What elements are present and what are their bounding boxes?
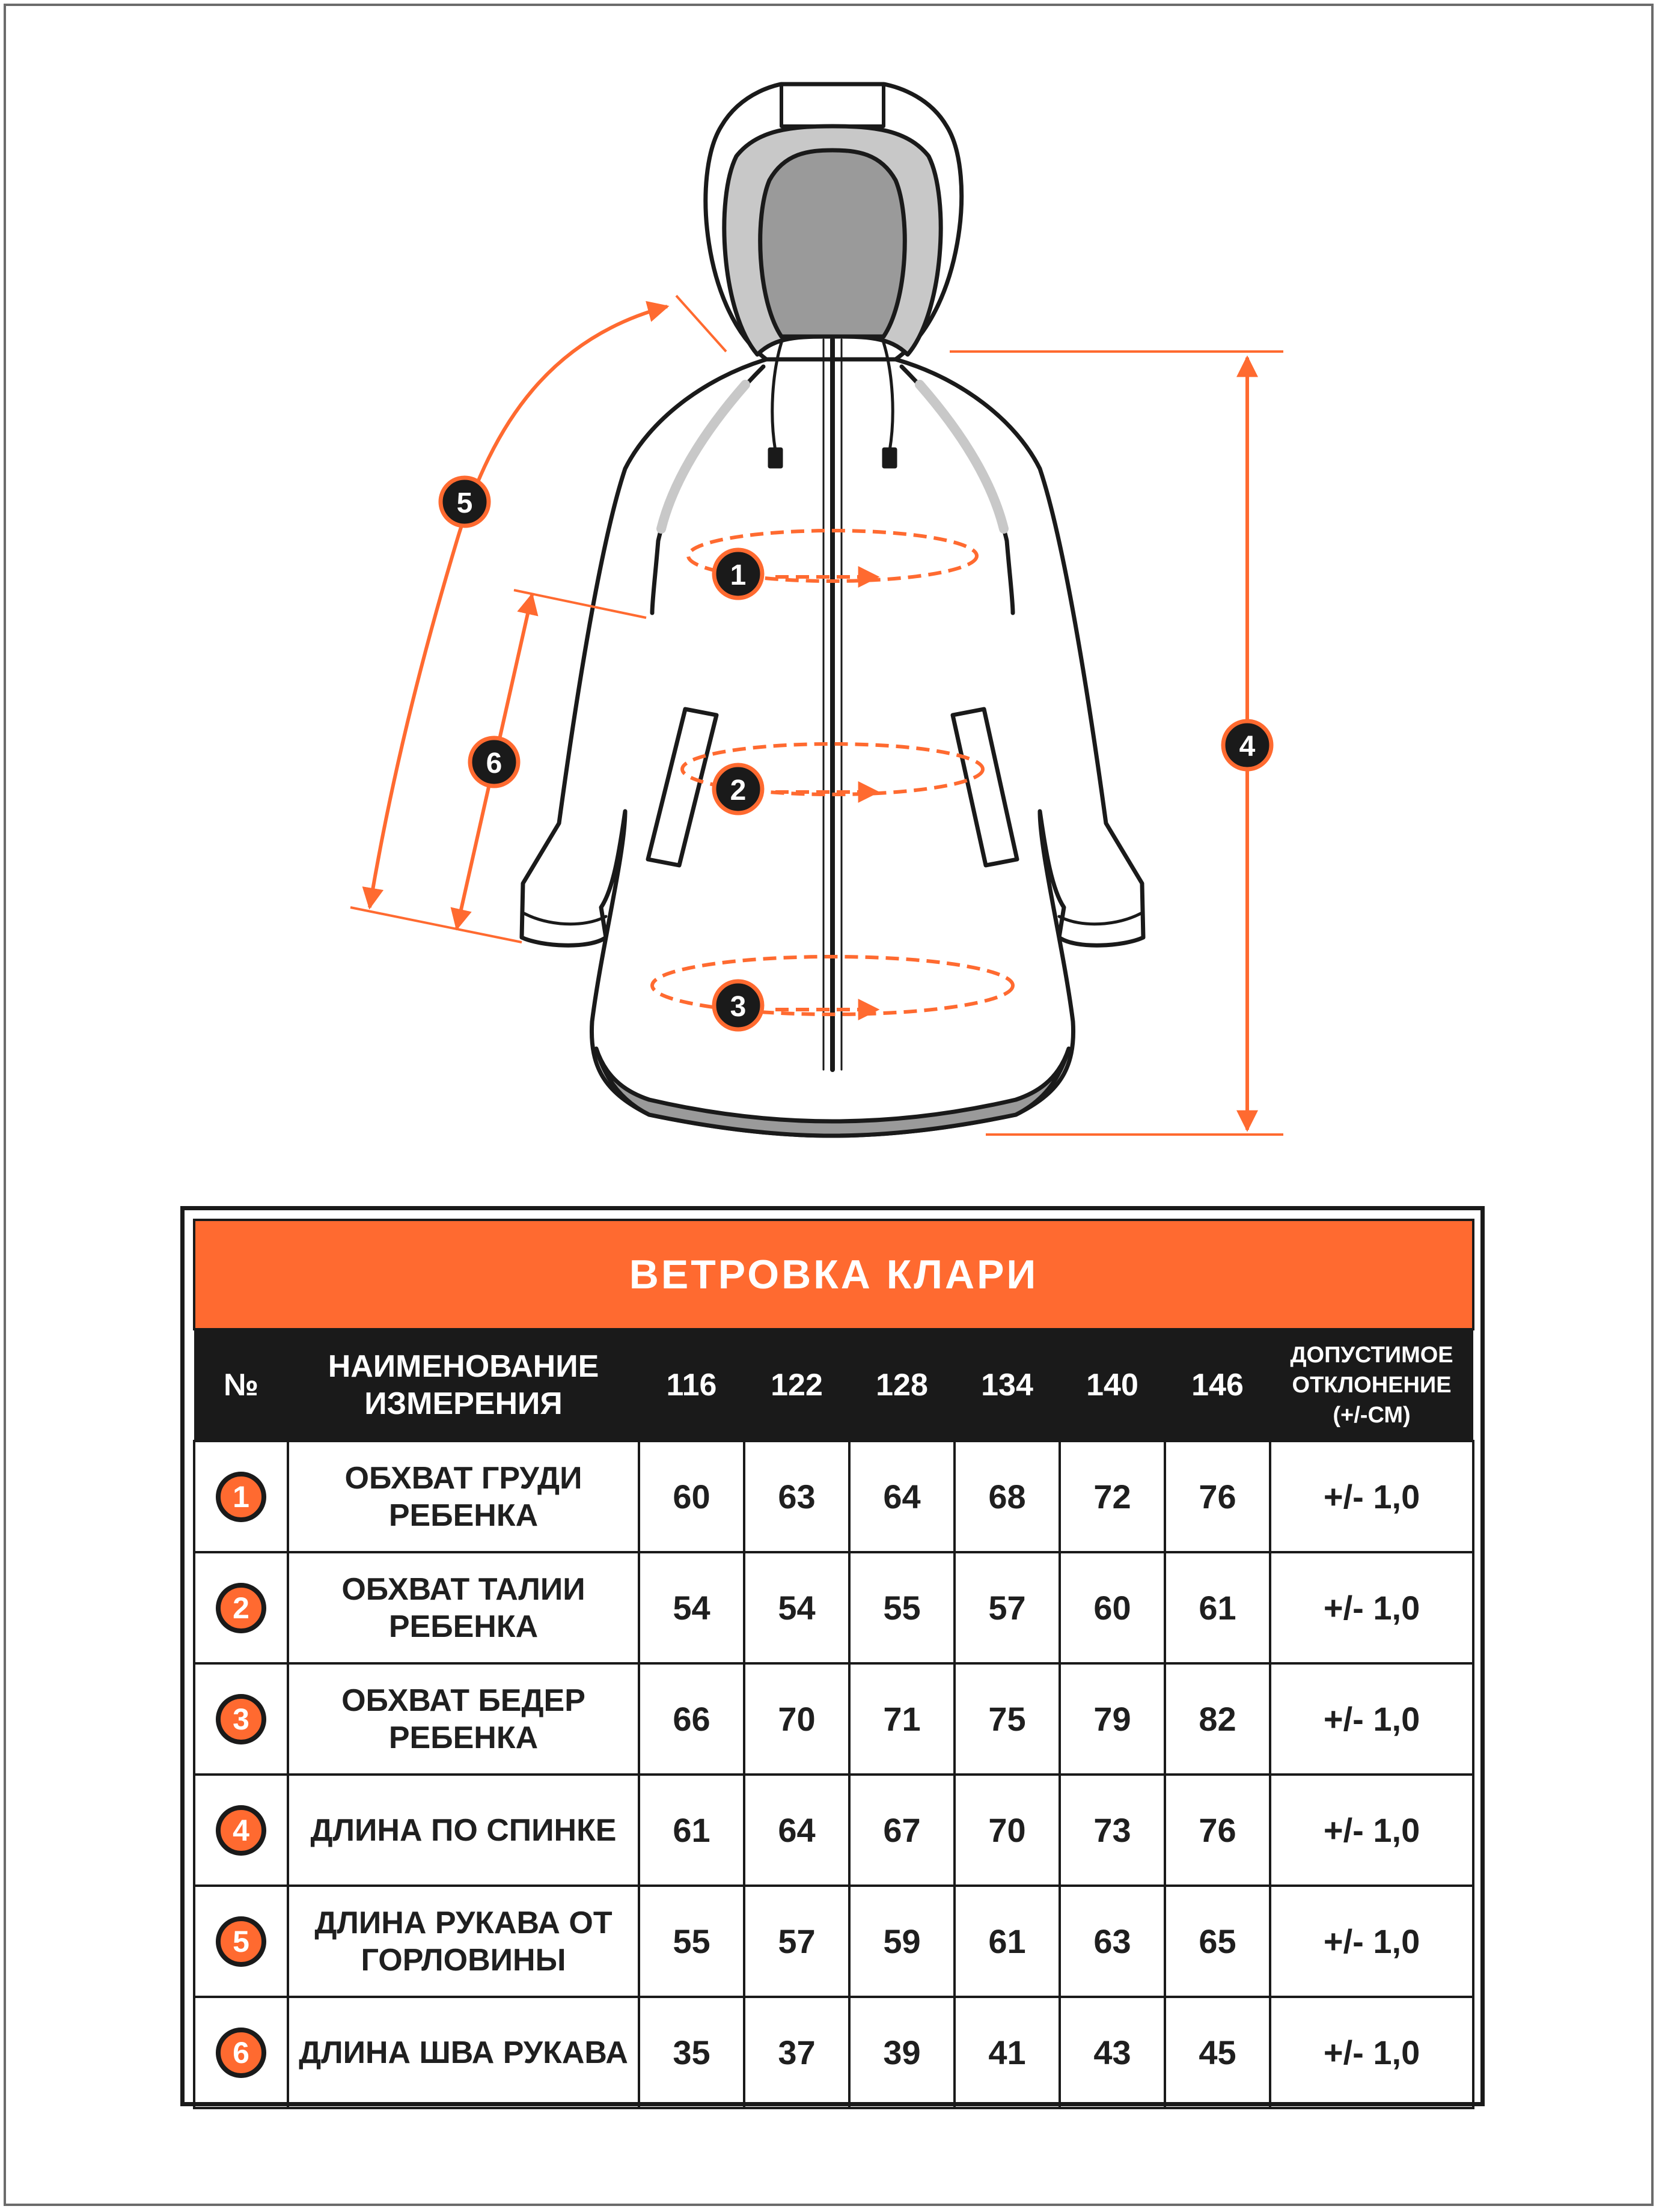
header-size: 122 <box>744 1329 849 1441</box>
tolerance-cell: +/- 1,0 <box>1270 1441 1473 1552</box>
size-table <box>193 1219 1474 2109</box>
measure-name: ДЛИНА РУКАВА ОТ ГОРЛОВИНЫ <box>288 1886 639 1997</box>
tolerance-cell: +/- 1,0 <box>1270 1997 1473 2108</box>
table-cell: 76 <box>1165 1441 1270 1552</box>
svg-text:3: 3 <box>730 991 747 1023</box>
row-number <box>194 1552 288 1663</box>
table-cell: 61 <box>1165 1552 1270 1663</box>
table-cell: 76 <box>1165 1775 1270 1886</box>
table-cell: 60 <box>1060 1552 1165 1663</box>
row-number <box>194 1663 288 1775</box>
table-cell: 45 <box>1165 1997 1270 2108</box>
table-row <box>194 1775 1473 1886</box>
table-cell: 43 <box>1060 1997 1165 2108</box>
svg-text:6: 6 <box>486 748 503 779</box>
header-size: 146 <box>1165 1329 1270 1441</box>
row-number <box>194 1997 288 2108</box>
table-cell: 70 <box>744 1663 849 1775</box>
windbreaker-jacket-icon <box>522 84 1143 1136</box>
marker-3 <box>714 981 762 1029</box>
marker-6 <box>470 738 518 786</box>
table-cell: 39 <box>849 1997 955 2108</box>
row-number <box>194 1775 288 1886</box>
svg-text:5: 5 <box>456 487 473 519</box>
header-number: № <box>194 1329 288 1441</box>
table-cell: 73 <box>1060 1775 1165 1886</box>
table-row <box>194 1552 1473 1663</box>
table-cell: 61 <box>639 1775 744 1886</box>
table-row <box>194 1441 1473 1552</box>
marker-4 <box>1223 721 1271 769</box>
number-badge: 2 <box>216 1583 266 1633</box>
tolerance-cell: +/- 1,0 <box>1270 1775 1473 1886</box>
measure-name: ДЛИНА ПО СПИНКЕ <box>288 1775 639 1886</box>
header-size: 116 <box>639 1329 744 1441</box>
header-size: 134 <box>955 1329 1060 1441</box>
table-cell: 75 <box>955 1663 1060 1775</box>
table-header-row <box>194 1329 1473 1441</box>
tolerance-cell: +/- 1,0 <box>1270 1886 1473 1997</box>
svg-text:4: 4 <box>1239 731 1256 763</box>
table-cell: 63 <box>1060 1886 1165 1997</box>
table-cell: 37 <box>744 1997 849 2108</box>
measure-name: ДЛИНА ШВА РУКАВА <box>288 1997 639 2108</box>
row-number <box>194 1886 288 1997</box>
table-cell: 60 <box>639 1441 744 1552</box>
table-cell: 82 <box>1165 1663 1270 1775</box>
table-cell: 57 <box>955 1552 1060 1663</box>
number-badge: 6 <box>216 2028 266 2078</box>
tolerance-cell: +/- 1,0 <box>1270 1552 1473 1663</box>
marker-2 <box>714 765 762 813</box>
measure-name: ОБХВАТ ГРУДИ РЕБЕНКА <box>288 1441 639 1552</box>
row-number <box>194 1441 288 1552</box>
table-row <box>194 1886 1473 1997</box>
header-tolerance: ДОПУСТИМОЕ ОТКЛОНЕНИЕ (+/-СМ) <box>1270 1329 1473 1441</box>
size-chart <box>180 1206 1485 2106</box>
table-cell: 70 <box>955 1775 1060 1886</box>
table-row <box>194 1663 1473 1775</box>
marker-5 <box>441 478 489 526</box>
table-cell: 55 <box>849 1552 955 1663</box>
table-cell: 35 <box>639 1997 744 2108</box>
table-cell: 66 <box>639 1663 744 1775</box>
number-badge: 5 <box>216 1916 266 1967</box>
table-cell: 71 <box>849 1663 955 1775</box>
table-cell: 64 <box>744 1775 849 1886</box>
header-size: 140 <box>1060 1329 1165 1441</box>
table-cell: 54 <box>639 1552 744 1663</box>
table-cell: 61 <box>955 1886 1060 1997</box>
header-measure-name: НАИМЕНОВАНИЕ ИЗМЕРЕНИЯ <box>288 1329 639 1441</box>
table-cell: 65 <box>1165 1886 1270 1997</box>
table-cell: 72 <box>1060 1441 1165 1552</box>
table-cell: 54 <box>744 1552 849 1663</box>
table-cell: 68 <box>955 1441 1060 1552</box>
number-badge: 1 <box>216 1472 266 1522</box>
number-badge: 4 <box>216 1805 266 1856</box>
number-badge: 3 <box>216 1694 266 1744</box>
table-row <box>194 1997 1473 2108</box>
marker-1 <box>714 550 762 598</box>
table-cell: 79 <box>1060 1663 1165 1775</box>
svg-text:1: 1 <box>730 559 747 591</box>
header-size: 128 <box>849 1329 955 1441</box>
table-cell: 57 <box>744 1886 849 1997</box>
svg-text:2: 2 <box>730 775 747 806</box>
measure-name: ОБХВАТ ТАЛИИ РЕБЕНКА <box>288 1552 639 1663</box>
table-cell: 63 <box>744 1441 849 1552</box>
table-cell: 67 <box>849 1775 955 1886</box>
table-cell: 55 <box>639 1886 744 1997</box>
tolerance-cell: +/- 1,0 <box>1270 1663 1473 1775</box>
product-title: ВЕТРОВКА КЛАРИ <box>194 1220 1473 1329</box>
measure-name: ОБХВАТ БЕДЕР РЕБЕНКА <box>288 1663 639 1775</box>
table-cell: 64 <box>849 1441 955 1552</box>
table-cell: 41 <box>955 1997 1060 2108</box>
table-cell: 59 <box>849 1886 955 1997</box>
